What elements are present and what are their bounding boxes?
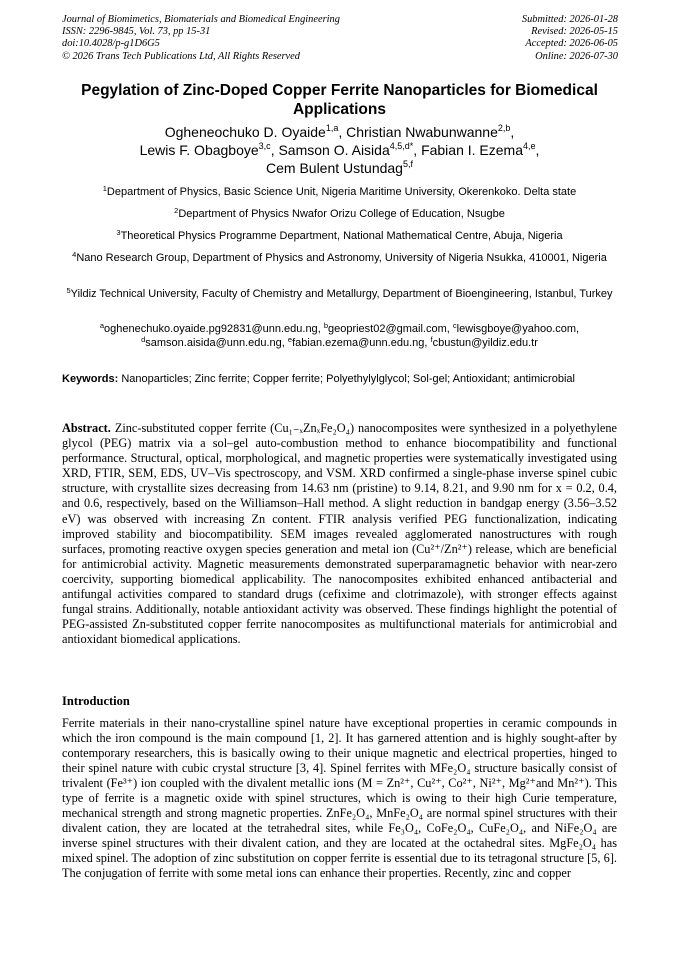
date-online: Online: 2026-07-30 [535, 50, 618, 62]
author-affiliation-mark: 3,c [258, 141, 271, 151]
date-accepted: Accepted: 2026-06-05 [525, 38, 618, 50]
author-affiliation-mark: 4,e [523, 141, 536, 151]
abstract-text: Zinc-substituted copper ferrite (Cu₁₋ₓZnₓFe₂O₄) nanocomposites were synthesized in a polyethylene glycol (PEG) matrix via a sol–gel auto-combustion method to enhance biocompatibility and functional performance. Structural, optical, morphological, and magnetic properties were systematically investigated using XRD, FTIR, SEM, EDS, UV–Vis spectroscopy, and VSM. XRD confirmed a single-phase inverse spinel cubic structure, with crystallite sizes decreasing from 14.63 nm (pristine) to 9.14, 8.21, and 9.90 nm for x = 0.2, 0.4, and 0.6, respectively, based on the Williamson–Hall method. A slight reduction in bandgap energy (3.56–3.52 eV) was observed with increasing Zn content. FTIR analysis verified PEG functionalization, indicating improved stability and biocompatibility. SEM images revealed agglomerated nanostructures with rough surfaces, promoting reactive oxygen species generation and metal ion (Cu²⁺/Zn²⁺) release, which are beneficial for antimicrobial activity. Magnetic measurements demonstrated superparamagnetic behavior with near-zero coercivity, supporting biomedical applicability. The nanocomposites exhibited enhanced antibacterial and antifungal activities compared to standard drugs (cefixime and clotrimazole), with stronger effects against fungal strains. Additionally, notable antioxidant activity was observed. These findings highlight the potential of PEG-assisted Zn-substituted copper ferrite nanocomposites as multifunctional materials for antimicrobial and antioxidant biomedical applications. [62, 421, 617, 647]
author-name: Christian Nwabunwanne [346, 124, 498, 140]
email-link[interactable]: oghenechuko.oyaide.pg92831@unn.edu.ng [104, 323, 318, 335]
dates-header [522, 14, 618, 63]
affiliation: $^4$Nano Research Group, Department of Physics and Astronomy, University of Nigeria Nsukka, 410001, Nigeria [72, 250, 607, 264]
author-name: Samson O. Aisida [278, 142, 390, 158]
date-revised: Revised: 2026-05-15 [531, 26, 618, 38]
author-name: Cem Bulent Ustundag [266, 160, 403, 176]
paper-title: Pegylation of Zinc-Doped Copper Ferrite Nanoparticles for Biomedical Applications [81, 82, 598, 118]
author-affiliation-mark: 4,5,d* [389, 141, 414, 151]
author-name: Fabian I. Ezema [421, 142, 523, 158]
author-list: Ogheneochuko D. Oyaide$^{1,a}$, Christian Nwabunwanne$^{2,b}$, Lewis F. Obagboye$^{3,c}$, Samson O. Aisida$^{4,5,d*}$, Fabian I. Ezema$^{4,e}$, Cem Bulent Ustundag$^{5,f}$ [139, 123, 540, 176]
affiliation: $^2$Department of Physics Nwafor Orizu College of Education, Nsugbe [174, 206, 505, 220]
journal-doi: doi:10.4028/p-g1D6G5 [62, 38, 160, 50]
email-link[interactable]: cbustun@yildiz.edu.tr [432, 337, 538, 349]
abstract-label: Abstract. [62, 421, 111, 435]
keywords-block [62, 372, 617, 386]
keywords-label: Keywords: [62, 373, 119, 385]
email-link[interactable]: lewisgboye@yahoo.com [456, 323, 577, 335]
email-link[interactable]: geopriest02@gmail.com [327, 323, 447, 335]
affiliation: $^5$Yildiz Technical University, Faculty of Chemistry and Metallurgy, Department of Bioengineering, Istanbul, Turkey [66, 286, 613, 300]
email-link[interactable]: fabian.ezema@unn.edu.ng [292, 337, 425, 349]
journal-header [62, 14, 340, 63]
journal-issn: ISSN: 2296-9845, Vol. 73, pp 15-31 [62, 26, 211, 38]
author-affiliation-mark: 5,f [402, 159, 413, 169]
affiliation: $^1$Department of Physics, Basic Science Unit, Nigeria Maritime University, Okerenkoko. Delta state [102, 184, 577, 198]
author-name: Ogheneochuko D. Oyaide [164, 124, 326, 140]
section-heading: Introduction [62, 694, 130, 708]
author-affiliation-mark: 1,a [325, 123, 339, 133]
keywords-text: Nanoparticles; Zinc ferrite; Copper ferrite; Polyethylylglycol; Sol-gel; Antioxidant; antimicrobial [121, 373, 575, 385]
introduction-paragraph: Ferrite materials in their nano-crystalline spinel nature have exceptional properties in ceramic compounds in which the iron compound is the main compound [1, 2]. It has garnered attention and is highly sought-after by contemporary researchers, this is basically owing to their unique magnetic and electrical properties, hinged to their spinel nature with cubic crystal structure [3, 4]. Spinel ferrites with MFe₂O₄ structure basically consist of trivalent (Fe³⁺) ion coupled with the divalent metallic ions (M = Zn²⁺, Cu²⁺, Co²⁺, Ni²⁺, Mg²⁺and Mn²⁺). This type of ferrite is a magnetic oxide with spinel structures, which is owing to their high Curie temperature, mechanical strength and strong magnetic properties. ZnFe₂O₄, MnFe₂O₄ are normal spinel structures with their divalent cation, they are located at the tetrahedral sites, while Fe₃O₄, CoFe₂O₄, CuFe₂O₄, and NiFe₂O₄ are inverse spinel structures with their divalent cation, and they are located at the octahedral sites. MgFe₂O₄ has mixed spinel. The adoption of zinc substitution on copper ferrite is essential due to its tetragonal structure [5, 6]. The conjugation of ferrite with some metal ions can enhance their properties. Recently, zinc and copper [62, 716, 617, 880]
journal-copyright: © 2026 Trans Tech Publications Ltd, All Rights Reserved [62, 50, 300, 62]
date-submitted: Submitted: 2026-01-28 [521, 14, 618, 25]
email-list: $^a$oghenechuko.oyaide.pg92831@unn.edu.ng, $^b$geopriest02@gmail.com, $^c$lewisgboye@yahoo.com, $^d$samson.aisida@unn.edu.ng, $^e$fabian.ezema@unn.edu.ng, $^f$cbustun@yildiz.edu.tr [99, 321, 580, 349]
author-name: Lewis F. Obagboye [139, 142, 259, 158]
abstract-block [62, 421, 617, 647]
journal-name: Journal of Biomimetics, Biomaterials and Biomedical Engineering [62, 14, 340, 25]
author-affiliation-mark: 2,b [497, 123, 511, 133]
email-link[interactable]: samson.aisida@unn.edu.ng [145, 337, 282, 349]
affiliation: $^3$Theoretical Physics Programme Department, National Mathematical Centre, Abuja, Nigeria [116, 228, 563, 242]
